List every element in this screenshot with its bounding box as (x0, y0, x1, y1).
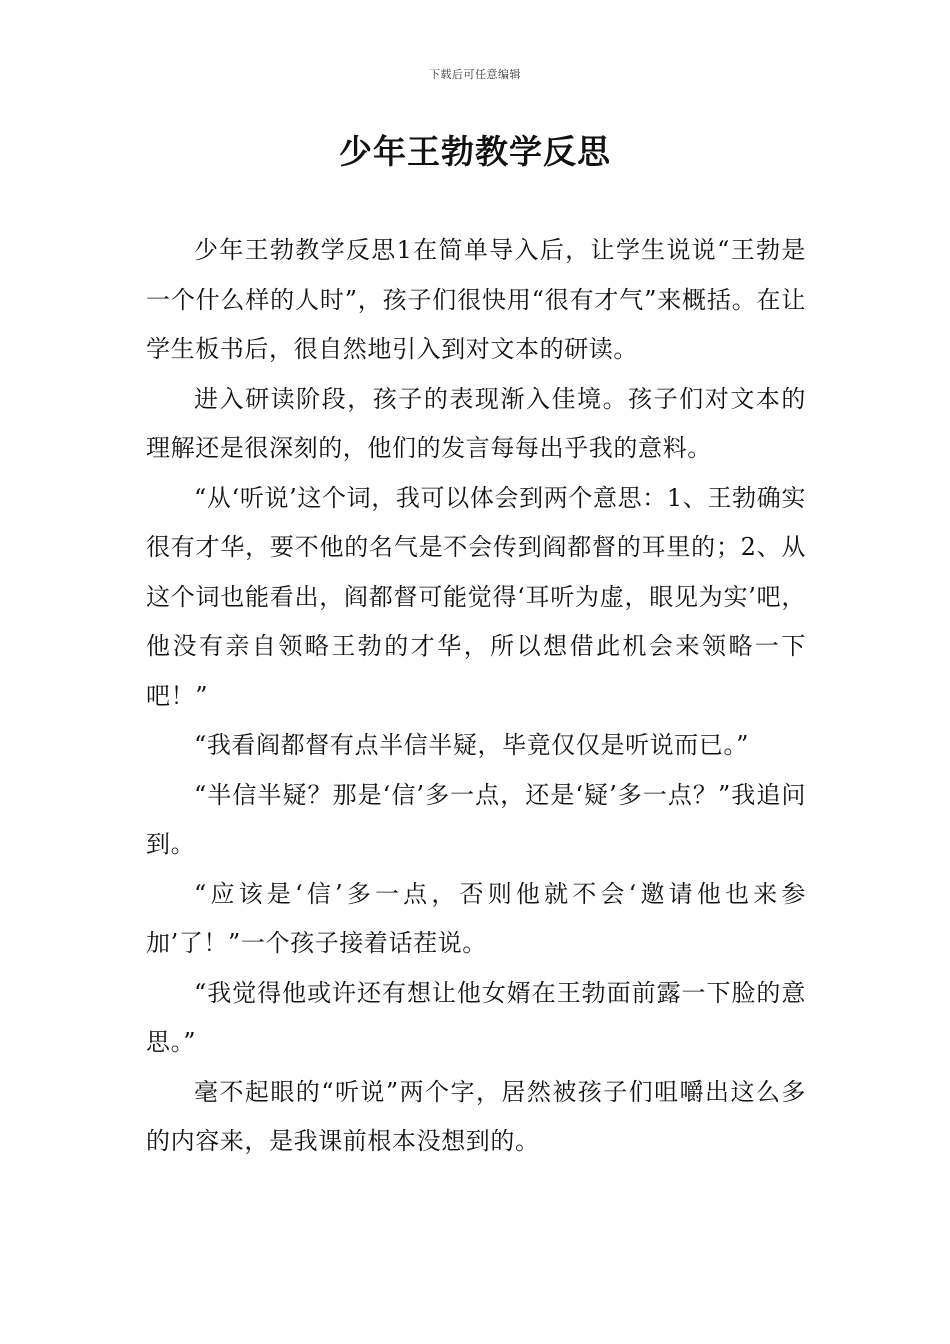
paragraph: 毫不起眼的“听说”两个字，居然被孩子们咀嚼出这么多的内容来，是我课前根本没想到的。 (146, 1077, 806, 1155)
paragraph: “半信半疑？那是‘信’多一点，还是‘疑’多一点？”我追问到。 (146, 780, 806, 858)
paragraph: “我觉得他或许还有想让他女婿在王勃面前露一下脸的意思。” (146, 978, 806, 1056)
paragraph: 进入研读阶段，孩子的表现渐入佳境。孩子们对文本的理解还是很深刻的，他们的发言每每出乎我的意料。 (146, 384, 806, 462)
page-title: 少年王勃教学反思 (339, 132, 611, 171)
paragraph: “应该是‘信’多一点，否则他就不会‘邀请他也来参加’了！”一个孩子接着话茬说。 (146, 879, 806, 957)
paragraph: “我看阎都督有点半信半疑，毕竟仅仅是听说而已。” (194, 731, 749, 759)
paragraph: “从‘听说’这个词，我可以体会到两个意思：1、王勃确实很有才华，要不他的名气是不会传到阎都督的耳里的；2、从这个词也能看出，阎都督可能觉得‘耳听为虚，眼见为实’吧，他没有亲自领略王勃的才华，所以想借此机会来领略一下吧！” (146, 483, 806, 710)
document-body (146, 226, 806, 1167)
header-note: 下载后可任意编辑 (429, 68, 521, 81)
paragraph: 少年王勃教学反思1在简单导入后，让学生说说“王勃是一个什么样的人时”，孩子们很快用“很有才气”来概括。在让学生板书后，很自然地引入到对文本的研读。 (146, 236, 806, 363)
